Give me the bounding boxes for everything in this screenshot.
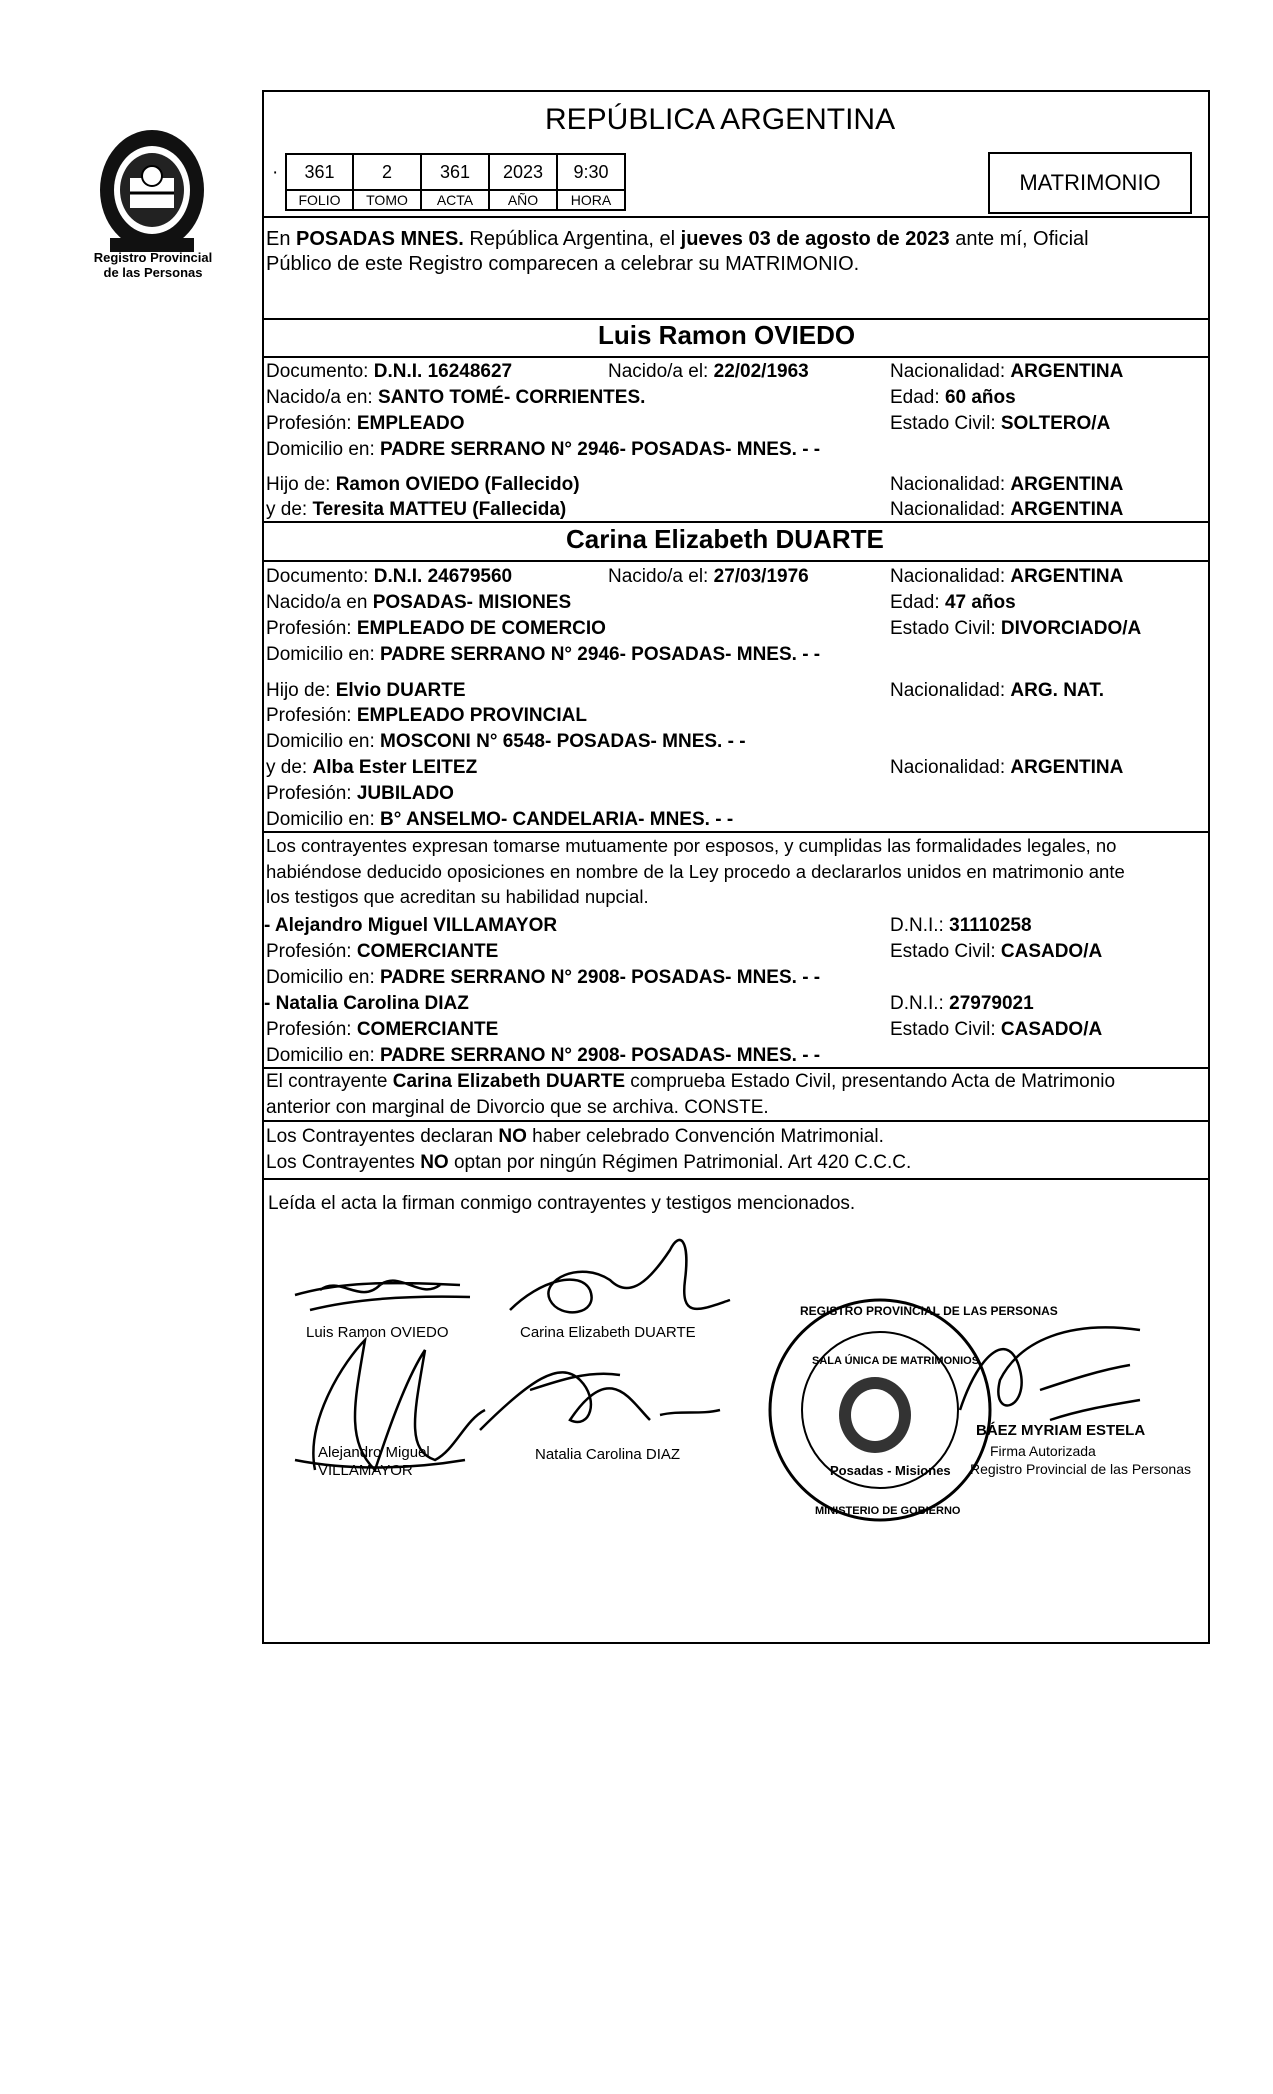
registry-table [285,153,626,211]
spouse2-father: Hijo de: Elvio DUARTE [266,680,466,701]
signature-label-duarte: Carina Elizabeth DUARTE [520,1324,696,1341]
folio-value: 361 [286,154,353,190]
witness1-dom: Domicilio en: PADRE SERRANO N° 2908- POSADAS- MNES. - - [266,967,821,988]
spouse1-civil: Estado Civil: SOLTERO/A [890,413,1111,434]
spouse1-father-nat: Nacionalidad: ARGENTINA [890,474,1124,495]
witness2-name: - Natalia Carolina DIAZ [264,993,469,1014]
spouse2-born-in: Nacido/a en POSADAS- MISIONES [266,592,572,613]
witness2-dom: Domicilio en: PADRE SERRANO N° 2908- POSADAS- MNES. - - [266,1045,821,1066]
declaration-line-1: Los contrayentes expresan tomarse mutuamente por esposos, y cumplidas las formalidades legales, no [266,835,1117,856]
witness1-name: - Alejandro Miguel VILLAMAYOR [264,915,558,936]
folio-label: FOLIO [286,190,353,210]
spouse1-born-on: Nacido/a el: 22/02/1963 [608,361,809,382]
spouse1-prof: Profesión: EMPLEADO [266,413,465,434]
stamp-inner-text: SALA ÚNICA DE MATRIMONIOS [812,1355,980,1367]
spouse2-civil: Estado Civil: DIVORCIADO/A [890,618,1142,639]
document-title: REPÚBLICA ARGENTINA [545,103,896,136]
acta-value: 361 [421,154,489,190]
conventions-line-2: Los Contrayentes NO optan por ningún Régimen Patrimonial. Art 420 C.C.C. [266,1152,912,1173]
signature-label-diaz: Natalia Carolina DIAZ [535,1446,681,1463]
official-name: BÁEZ MYRIAM ESTELA [976,1422,1146,1439]
stamp-ring-text: REGISTRO PROVINCIAL DE LAS PERSONAS [800,1304,1058,1318]
province-seal-logo [90,118,215,258]
spouse1-name: Luis Ramon OVIEDO [598,320,856,350]
official-office: Registro Provincial de las Personas [970,1461,1191,1477]
signature-label-villamayor: Alejandro Miguel VILLAMAYOR [318,1444,430,1479]
spouse2-age: Edad: 47 años [890,592,1016,613]
spouse1-mother-nat: Nacionalidad: ARGENTINA [890,499,1124,520]
witness1-civil: Estado Civil: CASADO/A [890,941,1103,962]
spouse2-dom: Domicilio en: PADRE SERRANO N° 2946- POSADAS- MNES. - - [266,644,821,665]
hour-label: HORA [557,190,625,210]
witness2-prof: Profesión: COMERCIANTE [266,1019,499,1040]
spouse2-mother-dom: Domicilio en: B° ANSELMO- CANDELARIA- MNES. - - [266,809,734,830]
stamp-footer-text: MINISTERIO DE GOBIERNO [815,1505,961,1517]
acta-label: ACTA [421,190,489,210]
spouse2-mother: y de: Alba Ester LEITEZ [266,757,478,778]
note-line-2: anterior con marginal de Divorcio que se archiva. CONSTE. [266,1097,769,1118]
note-line-1: El contrayente Carina Elizabeth DUARTE comprueba Estado Civil, presentando Acta de Matrimonio [266,1071,1116,1092]
witness2-civil: Estado Civil: CASADO/A [890,1019,1103,1040]
intro-line-1: En POSADAS MNES. República Argentina, el jueves 03 de agosto de 2023 ante mí, Oficial [266,228,1089,250]
spouse2-doc: Documento: D.N.I. 24679560 [266,566,513,587]
spouse1-age: Edad: 60 años [890,387,1016,408]
spouse2-born-on: Nacido/a el: 27/03/1976 [608,566,809,587]
spouse2-father-dom: Domicilio en: MOSCONI N° 6548- POSADAS- MNES. - - [266,731,746,752]
official-role: Firma Autorizada [990,1443,1096,1459]
spouse1-nat: Nacionalidad: ARGENTINA [890,361,1124,382]
year-label: AÑO [489,190,557,210]
signature-label-oviedo: Luis Ramon OVIEDO [306,1324,449,1341]
witness1-dni: D.N.I.: 31110258 [890,915,1032,936]
record-type-box: MATRIMONIO [988,152,1192,214]
tomo-value: 2 [353,154,421,190]
spouse1-born-in: Nacido/a en: SANTO TOMÉ- CORRIENTES. [266,387,646,408]
tomo-label: TOMO [353,190,421,210]
spouse1-doc: Documento: D.N.I. 16248627 [266,361,513,382]
spouse1-father: Hijo de: Ramon OVIEDO (Fallecido) [266,474,580,495]
year-value: 2023 [489,154,557,190]
spouse1-dom: Domicilio en: PADRE SERRANO N° 2946- POSADAS- MNES. - - [266,439,821,460]
spouse2-mother-nat: Nacionalidad: ARGENTINA [890,757,1124,778]
conventions-line-1: Los Contrayentes declaran NO haber celebrado Convención Matrimonial. [266,1126,884,1147]
witness2-dni: D.N.I.: 27979021 [890,993,1034,1014]
logo-caption: Registro Provincial de las Personas [93,250,213,280]
stamp-bottom-text: Posadas - Misiones [830,1463,951,1478]
spouse2-nat: Nacionalidad: ARGENTINA [890,566,1124,587]
spouse2-prof: Profesión: EMPLEADO DE COMERCIO [266,618,606,639]
witness1-prof: Profesión: COMERCIANTE [266,941,499,962]
declaration-line-3: los testigos que acreditan su habilidad nupcial. [266,886,649,907]
spouse2-name: Carina Elizabeth DUARTE [566,524,884,554]
closing-text: Leída el acta la firman conmigo contrayentes y testigos mencionados. [268,1193,856,1214]
signature-oviedo [290,1255,480,1325]
bullet-dot: · [272,162,279,183]
spouse1-mother: y de: Teresita MATTEU (Fallecida) [266,499,567,520]
spouse2-mother-prof: Profesión: JUBILADO [266,783,454,804]
spouse2-father-nat: Nacionalidad: ARG. NAT. [890,680,1105,701]
spouse2-father-prof: Profesión: EMPLEADO PROVINCIAL [266,705,587,726]
declaration-line-2: habiéndose deducido oposiciones en nombre de la Ley procedo a declararlos unidos en matrimonio ante [266,861,1125,882]
hour-value: 9:30 [557,154,625,190]
intro-line-2: Público de este Registro comparecen a celebrar su MATRIMONIO. [266,253,860,275]
